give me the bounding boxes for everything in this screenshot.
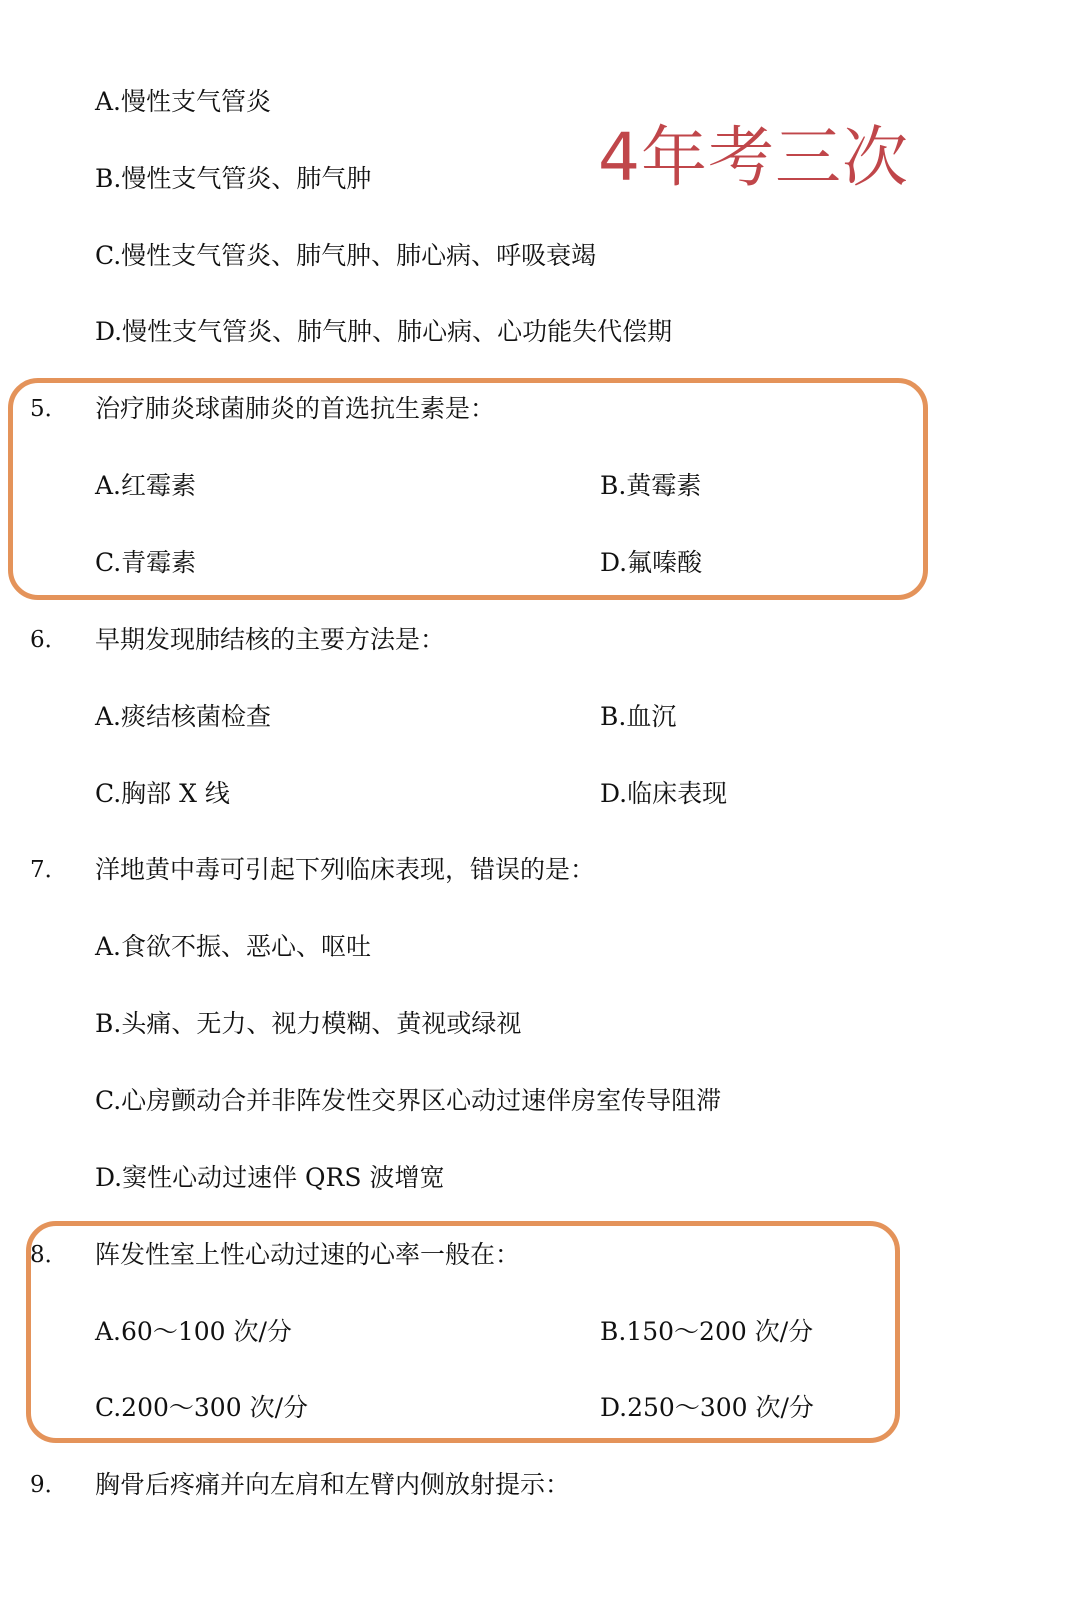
q8-stem: 阵发性室上性心动过速的心率一般在： (95, 1240, 521, 1269)
q4-option-c: C.慢性支气管炎、肺气肿、肺心病、呼吸衰竭 (95, 241, 597, 270)
q9-stem: 胸骨后疼痛并向左肩和左臂内侧放射提示： (95, 1470, 571, 1499)
q7-number: 7． (30, 857, 68, 883)
q5-option-c: C.青霉素 (95, 548, 197, 577)
q5-number: 5． (30, 396, 68, 422)
q5-stem: 治疗肺炎球菌肺炎的首选抗生素是： (95, 394, 496, 423)
q8-option-c: C.200～300 次/分 (95, 1393, 308, 1422)
q6-option-b: B.血沉 (600, 702, 677, 731)
q6-option-d: D.临床表现 (600, 779, 728, 808)
q7-stem: 洋地黄中毒可引起下列临床表现，错误的是： (95, 855, 596, 884)
q7-option-b: B.头痛、无力、视力模糊、黄视或绿视 (95, 1009, 522, 1038)
q5-option-a: A.红霉素 (95, 471, 197, 500)
q6-option-c: C.胸部 X 线 (95, 779, 230, 808)
q4-option-a: A.慢性支气管炎 (95, 87, 272, 116)
q7-option-d: D.窦性心动过速伴 QRS 波增宽 (95, 1163, 445, 1192)
q7-option-a: A.食欲不振、恶心、呕吐 (95, 932, 372, 961)
q4-option-b: B.慢性支气管炎、肺气肿 (95, 164, 372, 193)
q8-option-d: D.250～300 次/分 (600, 1393, 814, 1422)
handwritten-annotation: 4年考三次 (598, 119, 909, 196)
q5-option-b: B.黄霉素 (600, 471, 702, 500)
q6-option-a: A.痰结核菌检查 (95, 702, 272, 731)
q9-number: 9． (30, 1472, 68, 1498)
q6-number: 6． (30, 627, 68, 653)
q8-option-a: A.60～100 次/分 (95, 1317, 292, 1346)
q8-number: 8． (30, 1242, 68, 1268)
q8-option-b: B.150～200 次/分 (600, 1317, 814, 1346)
q4-option-d: D.慢性支气管炎、肺气肿、肺心病、心功能失代偿期 (95, 317, 673, 346)
q7-option-c: C.心房颤动合并非阵发性交界区心动过速伴房室传导阻滞 (95, 1086, 722, 1115)
q5-option-d: D.氟嗪酸 (600, 548, 703, 577)
q6-stem: 早期发现肺结核的主要方法是： (95, 625, 446, 654)
